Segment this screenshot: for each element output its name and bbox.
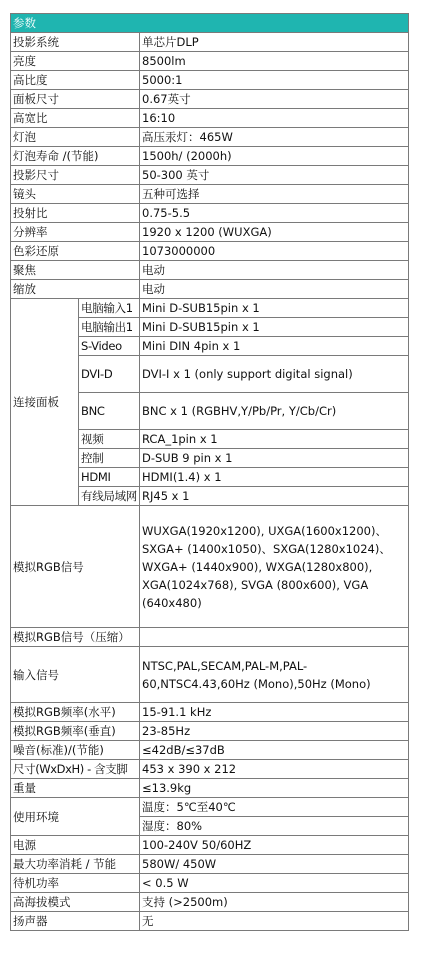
row-label: 重量 — [11, 779, 140, 798]
row-value: 8500lm — [140, 52, 409, 71]
table-row — [11, 33, 409, 52]
table-row — [11, 760, 409, 779]
row-label: 最大功率消耗 / 节能 — [11, 855, 140, 874]
row-value: 0.75-5.5 — [140, 204, 409, 223]
connection-port-value: D-SUB 9 pin x 1 — [140, 449, 409, 468]
row-value: ≤42dB/≤37dB — [140, 741, 409, 760]
row-value: 电动 — [140, 261, 409, 280]
connection-port-label: BNC — [79, 393, 140, 430]
connection-port-label: S-Video — [79, 337, 140, 356]
row-label: 模拟RGB信号（压缩） — [11, 628, 140, 647]
row-value: NTSC,PAL,SECAM,PAL-M,PAL-60,NTSC4.43,60Hz (Mono),50Hz (Mono) — [140, 647, 409, 703]
table-row — [11, 855, 409, 874]
connection-port-value: Mini DIN 4pin x 1 — [140, 337, 409, 356]
environment-label: 使用环境 — [11, 798, 140, 836]
row-value: 23-85Hz — [140, 722, 409, 741]
row-label: 面板尺寸 — [11, 90, 140, 109]
table-row — [11, 52, 409, 71]
row-value: 100-240V 50/60HZ — [140, 836, 409, 855]
table-row — [11, 204, 409, 223]
row-label: 高海拔模式 — [11, 893, 140, 912]
table-header: 参数 — [11, 14, 409, 33]
table-row — [11, 128, 409, 147]
connection-row — [11, 299, 409, 318]
table-row — [11, 261, 409, 280]
row-value: 五种可选择 — [140, 185, 409, 204]
row-label: 镜头 — [11, 185, 140, 204]
row-label: 噪音(标准)/(节能) — [11, 741, 140, 760]
connection-port-label: 视频 — [79, 430, 140, 449]
table-row — [11, 836, 409, 855]
row-value: WUXGA(1920x1200), UXGA(1600x1200)、SXGA+ (1400x1050)、SXGA(1280x1024)、WXGA+ (1440x900), WXGA(1280x800), XGA(1024x768), SVGA (800x600), VGA (640x480) — [140, 506, 409, 628]
row-value: 支持 (>2500m) — [140, 893, 409, 912]
table-row — [11, 722, 409, 741]
table-row — [11, 506, 409, 628]
row-label: 色彩还原 — [11, 242, 140, 261]
row-label: 缩放 — [11, 280, 140, 299]
row-label: 待机功率 — [11, 874, 140, 893]
row-label: 模拟RGB频率(垂直) — [11, 722, 140, 741]
row-label: 投射比 — [11, 204, 140, 223]
row-value: ≤13.9kg — [140, 779, 409, 798]
row-label: 高比度 — [11, 71, 140, 90]
table-row — [11, 71, 409, 90]
row-value: 50-300 英寸 — [140, 166, 409, 185]
row-value: < 0.5 W — [140, 874, 409, 893]
table-row — [11, 280, 409, 299]
row-value: 5000:1 — [140, 71, 409, 90]
row-value: 580W/ 450W — [140, 855, 409, 874]
row-label: 模拟RGB频率(水平) — [11, 703, 140, 722]
connection-panel-label: 连接面板 — [11, 299, 79, 506]
row-value: 单芯片DLP — [140, 33, 409, 52]
table-row — [11, 109, 409, 128]
connection-port-value: Mini D-SUB15pin x 1 — [140, 299, 409, 318]
row-label: 输入信号 — [11, 647, 140, 703]
spec-table — [10, 13, 409, 931]
table-row — [11, 223, 409, 242]
table-row — [11, 185, 409, 204]
row-value: 453 x 390 x 212 — [140, 760, 409, 779]
row-value: 电动 — [140, 280, 409, 299]
row-value: 无 — [140, 912, 409, 931]
row-label: 分辨率 — [11, 223, 140, 242]
table-row — [11, 874, 409, 893]
row-label: 灯泡 — [11, 128, 140, 147]
connection-port-label: 电脑输入1 — [79, 299, 140, 318]
row-label: 尺寸(WxDxH) - 含支脚 — [11, 760, 140, 779]
table-header-row — [11, 14, 409, 33]
row-label: 投影系统 — [11, 33, 140, 52]
row-value: 15-91.1 kHz — [140, 703, 409, 722]
row-value: 0.67英寸 — [140, 90, 409, 109]
table-row — [11, 166, 409, 185]
row-value: 1073000000 — [140, 242, 409, 261]
connection-port-value: HDMI(1.4) x 1 — [140, 468, 409, 487]
table-row — [11, 779, 409, 798]
row-label: 高宽比 — [11, 109, 140, 128]
table-row — [11, 628, 409, 647]
row-value: 1920 x 1200 (WUXGA) — [140, 223, 409, 242]
row-label: 聚焦 — [11, 261, 140, 280]
row-label: 灯泡寿命 /(节能) — [11, 147, 140, 166]
connection-port-label: 电脑输出1 — [79, 318, 140, 337]
connection-port-value: RCA_1pin x 1 — [140, 430, 409, 449]
environment-row — [11, 798, 409, 817]
connection-port-value: RJ45 x 1 — [140, 487, 409, 506]
row-label: 扬声器 — [11, 912, 140, 931]
connection-port-label: DVI-D — [79, 356, 140, 393]
table-row — [11, 893, 409, 912]
row-label: 电源 — [11, 836, 140, 855]
row-label: 亮度 — [11, 52, 140, 71]
table-row — [11, 912, 409, 931]
row-value: 16:10 — [140, 109, 409, 128]
table-row — [11, 647, 409, 703]
row-value: 1500h/ (2000h) — [140, 147, 409, 166]
environment-humidity: 湿度：80% — [140, 817, 409, 836]
table-row — [11, 147, 409, 166]
row-value — [140, 628, 409, 647]
connection-port-value: Mini D-SUB15pin x 1 — [140, 318, 409, 337]
connection-port-label: HDMI — [79, 468, 140, 487]
connection-port-label: 控制 — [79, 449, 140, 468]
table-row — [11, 90, 409, 109]
table-row — [11, 703, 409, 722]
connection-port-value: BNC x 1 (RGBHV,Y/Pb/Pr, Y/Cb/Cr) — [140, 393, 409, 430]
connection-port-label: 有线局域网 — [79, 487, 140, 506]
row-label: 模拟RGB信号 — [11, 506, 140, 628]
row-label: 投影尺寸 — [11, 166, 140, 185]
environment-temperature: 温度：5℃至40℃ — [140, 798, 409, 817]
table-row — [11, 741, 409, 760]
row-value: 高压汞灯：465W — [140, 128, 409, 147]
table-row — [11, 242, 409, 261]
connection-port-value: DVI-I x 1 (only support digital signal) — [140, 356, 409, 393]
